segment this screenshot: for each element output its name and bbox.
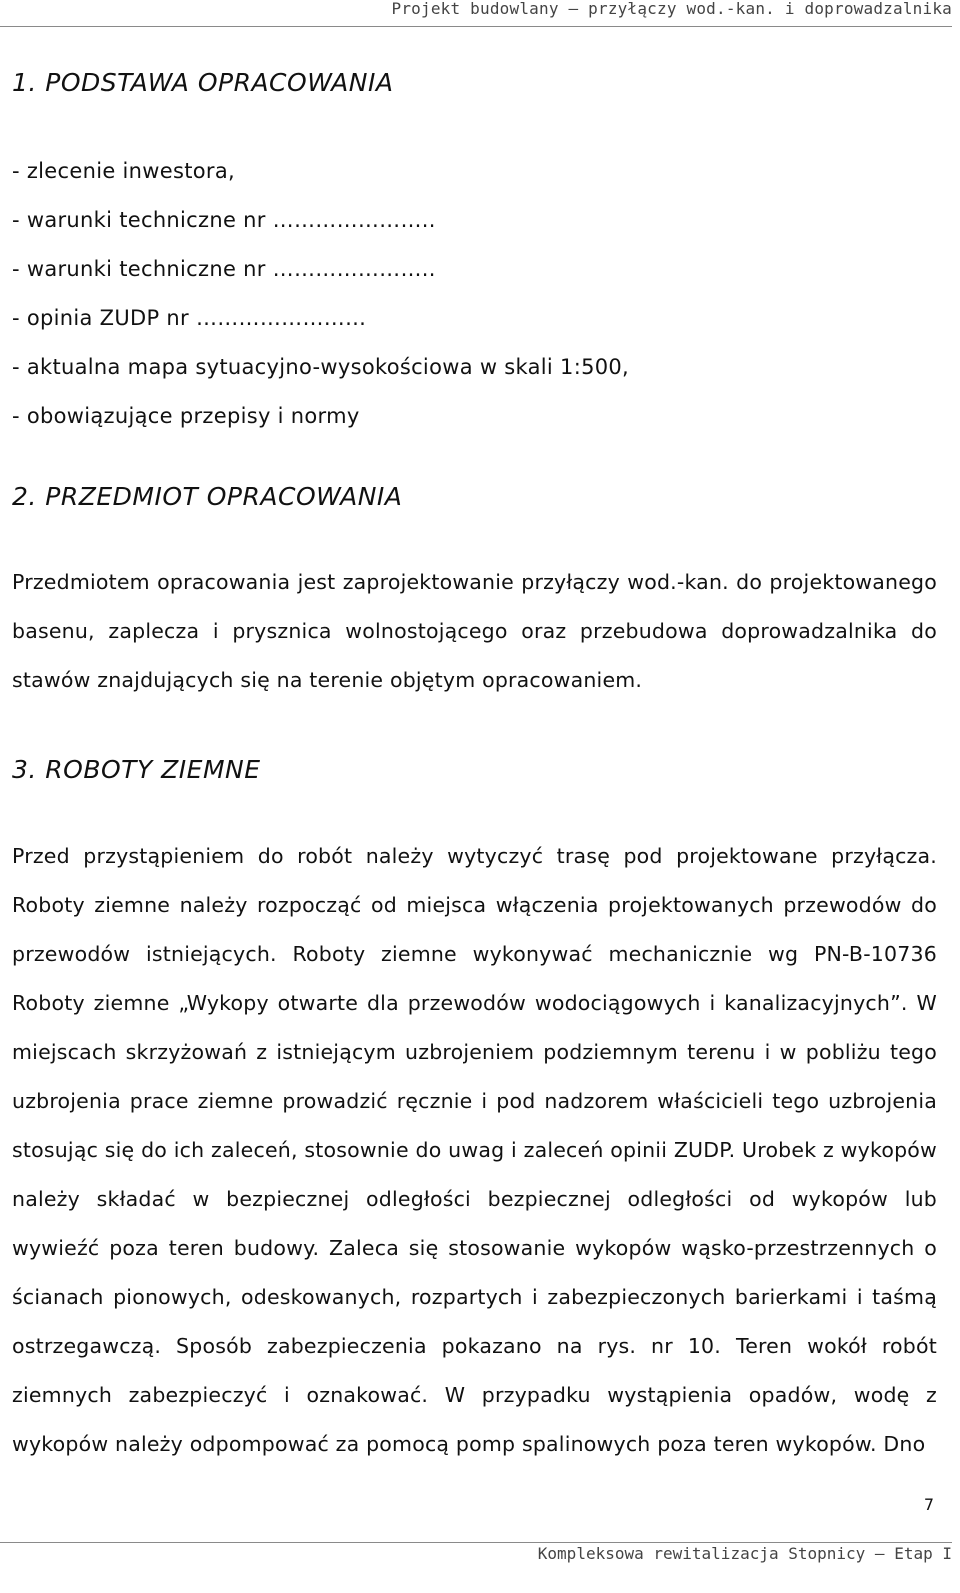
page-number: 7 [923, 1495, 934, 1514]
list-item: - zlecenie inwestora, [12, 159, 235, 183]
list-item: - aktualna mapa sytuacyjno-wysokościowa w skali 1:500, [12, 355, 630, 379]
footer-rule [0, 1542, 952, 1543]
section-paragraph-3: Przed przystąpieniem do robót należy wytyczyć trasę pod projektowane przyłącza. Roboty ziemne należy rozpocząć od miejsca włączenia projektowanych przewodów do przewodów istniejących. Roboty ziemne wykonywać mechanicznie wg PN-B-10736 Roboty ziemne „Wykopy otwarte dla przewodów wodociągowych i kanalizacyjnych”. W miejscach skrzyżowań z istniejącym uzbrojeniem podziemnym terenu i w pobliżu tego uzbrojenia prace ziemne prowadzić ręcznie i pod nadzorem właścicieli tego uzbrojenia stosując się do ich zaleceń, stosownie do uwag i zaleceń opinii ZUDP. Urobek z wykopów należy składać w bezpiecznej odległości bezpiecznej odległości od wykopów lub wywieźć poza teren budowy. Zaleca się stosowanie wykopów wąsko-przestrzennych o ścianach pionowych, odeskowanych, rozpartych i zabezpieczonych barierkami i taśmą ostrzegawczą. Sposób zabezpieczenia pokazano na rys. nr 10. Teren wokół robót ziemnych zabezpieczyć i oznakować. W przypadku wystąpienia opadów, wodę z wykopów należy odpompować za pomocą pomp spalinowych poza teren wykopów. Dno [12, 844, 937, 1456]
list-item: - obowiązujące przepisy i normy [12, 404, 360, 428]
section-paragraph-2: Przedmiotem opracowania jest zaprojektowanie przyłączy wod.-kan. do projektowanego basenu, zaplecza i prysznica wolnostojącego oraz przebudowa doprowadzalnika do stawów znajdujących się na terenie objętym opracowaniem. [12, 570, 937, 692]
running-header: Projekt budowlany – przyłączy wod.-kan. i doprowadzalnika [391, 0, 952, 18]
list-item: - opinia ZUDP nr …………………… [12, 306, 367, 330]
header-rule [0, 26, 952, 27]
section-heading-1: 1. PODSTAWA OPRACOWANIA [12, 68, 394, 97]
list-item: - warunki techniczne nr ………………….. [12, 257, 436, 281]
running-footer: Kompleksowa rewitalizacja Stopnicy – Etap I [537, 1544, 952, 1563]
basis-list [12, 148, 629, 442]
section-heading-3: 3. ROBOTY ZIEMNE [12, 755, 261, 784]
section-heading-2: 2. PRZEDMIOT OPRACOWANIA [12, 482, 403, 511]
list-item: - warunki techniczne nr ………………….. [12, 208, 436, 232]
